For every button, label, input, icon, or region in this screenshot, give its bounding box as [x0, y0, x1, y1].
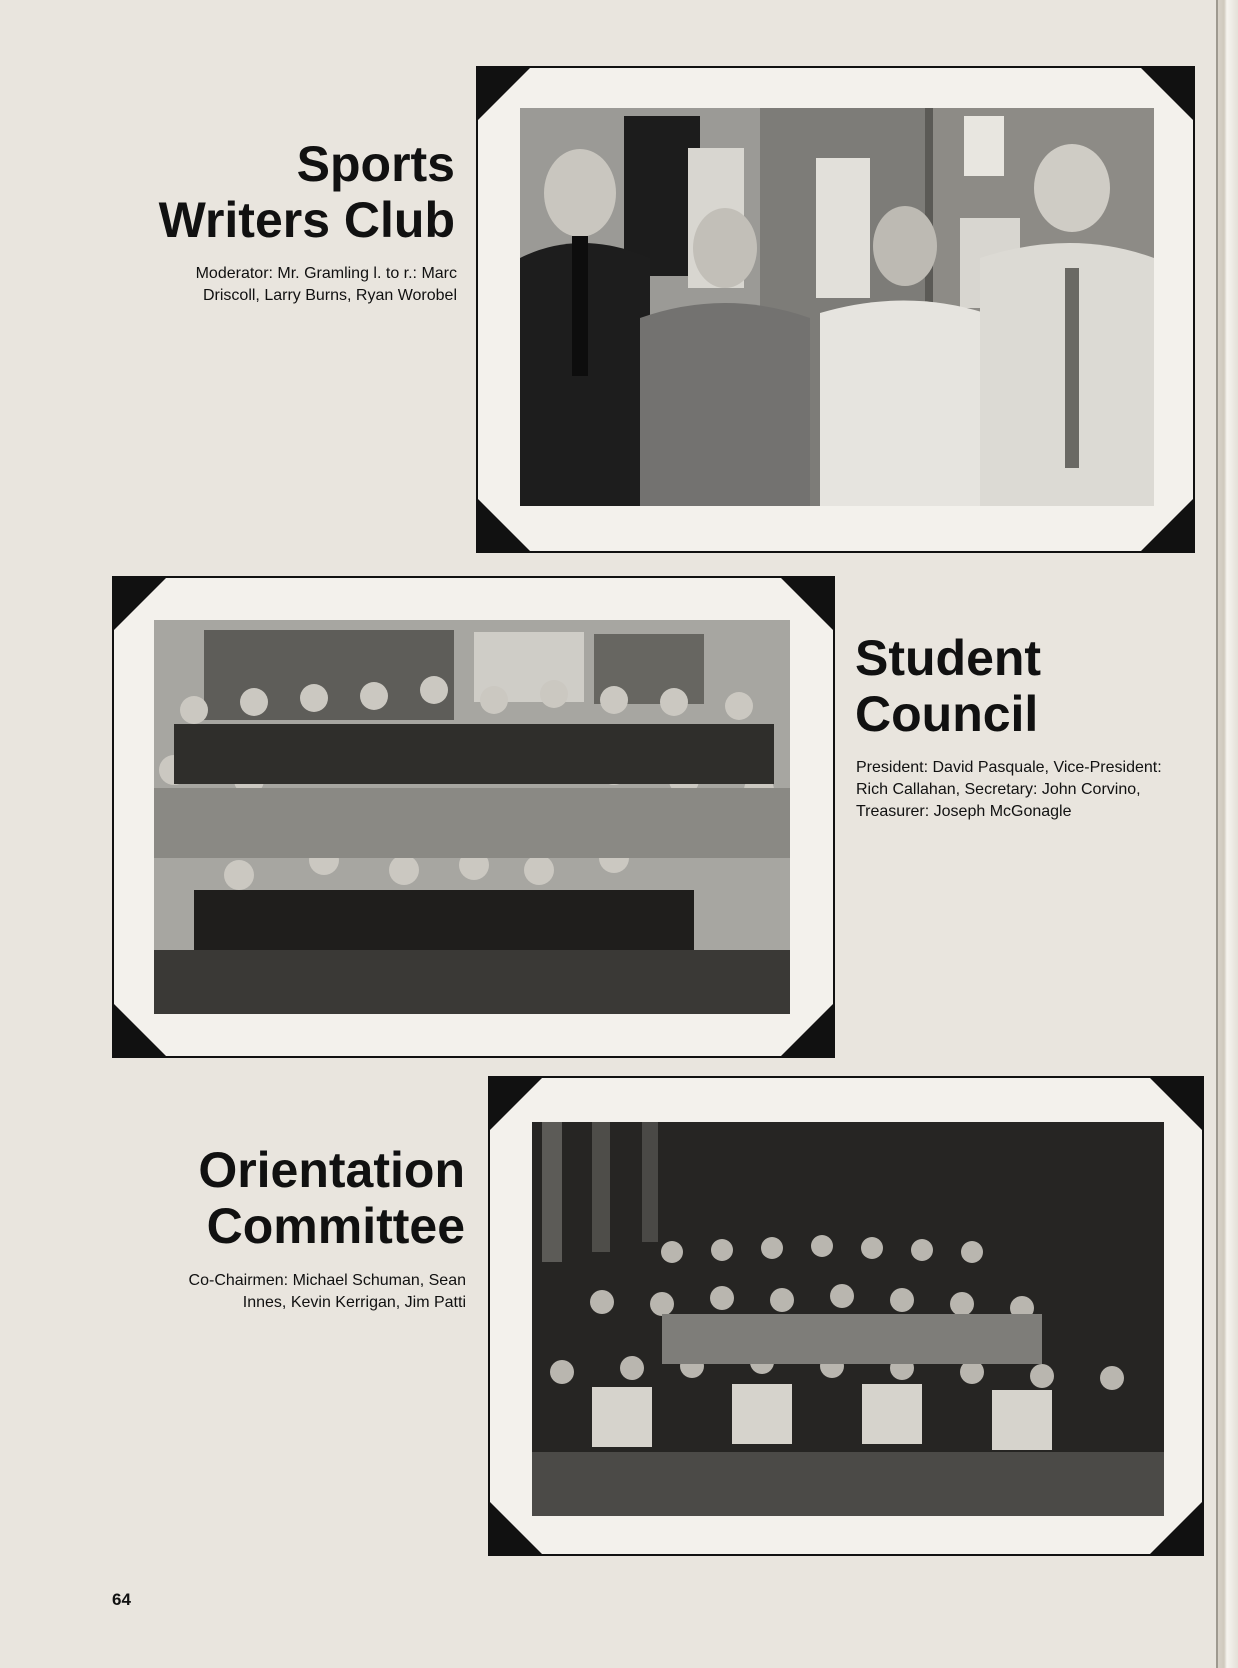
orientation-caption: [60, 1270, 466, 1314]
student-council-caption-line-3: Treasurer: Joseph McGonagle: [856, 803, 1072, 820]
student-council-caption-line-2: Rich Callahan, Secretary: John Corvino,: [856, 781, 1141, 798]
sports-writers-caption-line-1: Moderator: Mr. Gramling l. to r.: Marc: [195, 265, 457, 282]
orientation-caption-line-1: Co-Chairmen: Michael Schuman, Sean: [188, 1272, 466, 1289]
sports-writers-photo-frame: [476, 66, 1195, 553]
binding-gutter: [1218, 0, 1238, 1668]
sports-writers-group-photo: [520, 108, 1154, 506]
orientation-title-line-2: Committee: [206, 1198, 465, 1254]
page-number: 64: [112, 1590, 131, 1609]
student-council-caption: [856, 757, 1206, 823]
sports-writers-title-line-2: Writers Club: [158, 192, 455, 248]
student-council-title: [855, 630, 1195, 742]
orientation-caption-line-2: Innes, Kevin Kerrigan, Jim Patti: [242, 1294, 466, 1311]
orientation-committee-group-photo: [532, 1122, 1164, 1516]
orientation-committee-title: [60, 1142, 465, 1254]
student-council-caption-line-1: President: David Pasquale, Vice-President:: [856, 759, 1162, 776]
student-council-photo-frame: [112, 576, 835, 1058]
student-council-title-line-1: Student: [855, 630, 1042, 686]
sports-writers-title-line-1: Sports: [296, 136, 455, 192]
sports-writers-caption: [60, 263, 457, 307]
orientation-photo-frame: [488, 1076, 1204, 1556]
student-council-group-photo: [154, 620, 790, 1014]
orientation-title-line-1: Orientation: [198, 1142, 465, 1198]
sports-writers-caption-line-2: Driscoll, Larry Burns, Ryan Worobel: [202, 287, 457, 304]
student-council-title-line-2: Council: [855, 686, 1039, 742]
sports-writers-club-title: [60, 136, 455, 248]
